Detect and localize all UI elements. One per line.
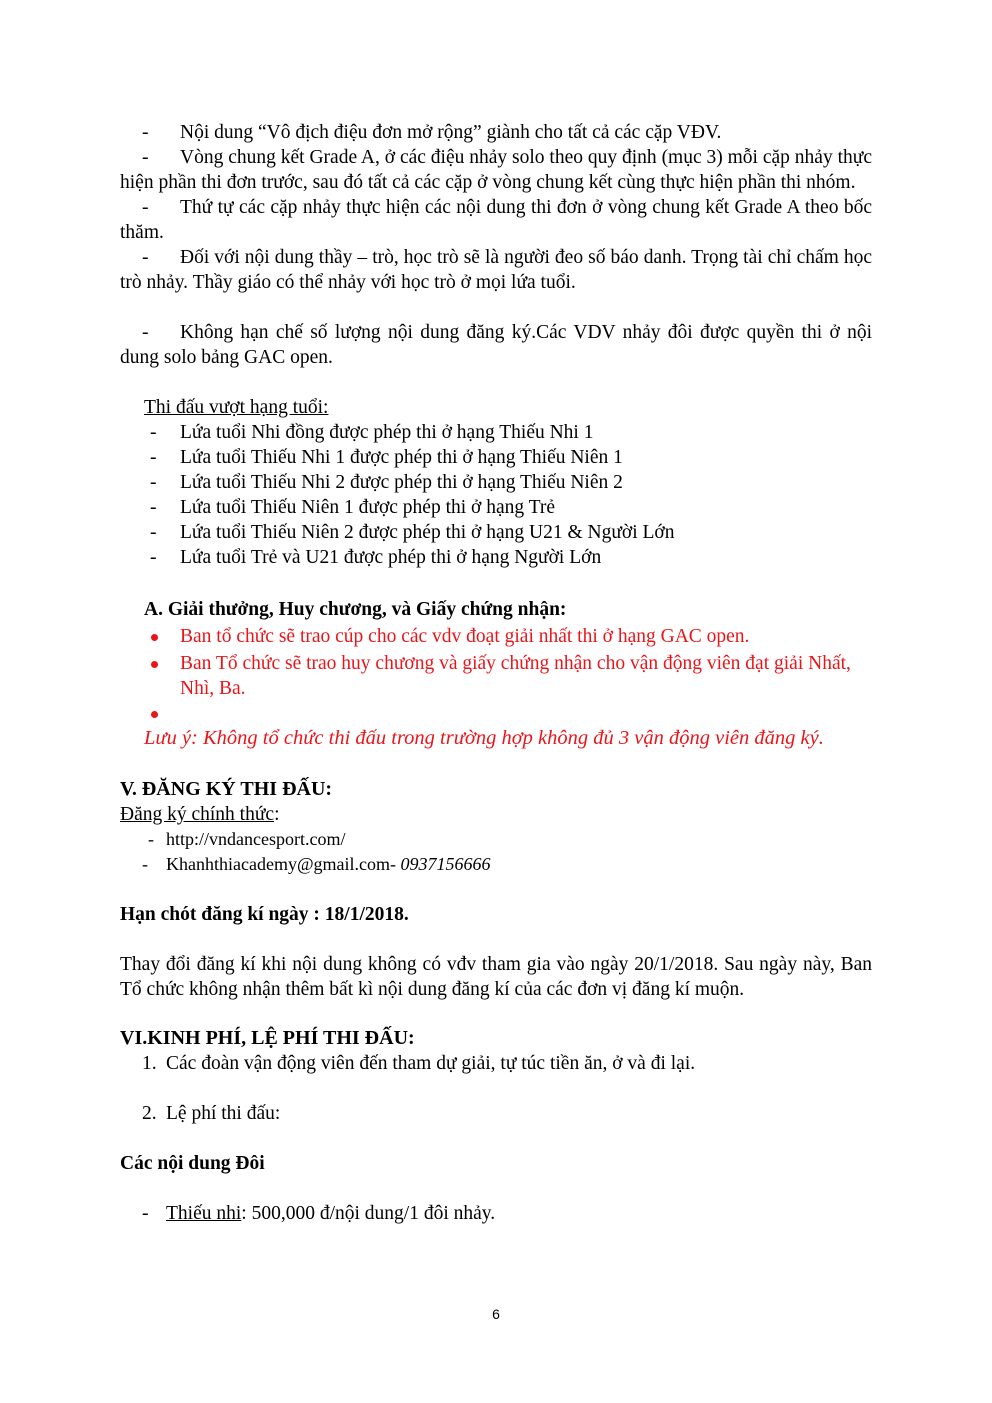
page-number: 6 <box>492 1306 500 1322</box>
intro-item: - Đối với nội dung thầy – trò, học trò sẽ là người đeo số báo danh. Trọng tài chỉ chấm học trò nhảy. Thầy giáo có thể nhảy với học trò ở mọi lứa tuổi. <box>120 247 872 293</box>
document-page <box>120 120 872 1226</box>
fees-heading: VI.KINH PHÍ, LỆ PHÍ THI ĐẤU: <box>120 1027 415 1049</box>
age-item: - Lứa tuổi Thiếu Niên 1 được phép thi ở hạng Trẻ <box>150 497 556 518</box>
awards-title: A. Giải thưởng, Huy chương, và Giấy chứng nhận: <box>144 599 567 620</box>
registration-website: - http://vndancesport.com/ <box>148 829 346 849</box>
registration-heading: V. ĐĂNG KÝ THI ĐẤU: <box>120 778 333 800</box>
bullet-icon <box>120 651 180 701</box>
registration-change-note: Thay đổi đăng kí khi nội dung không có vđv tham gia vào ngày 20/1/2018. Sau ngày này, Ban Tổ chức không nhận thêm bất kì nội dung đăng kí của các đơn vị đăng kí muộn. <box>120 954 872 1000</box>
registration-subtitle: Đăng ký chính thức: <box>120 804 280 825</box>
registration-deadline: Hạn chót đăng kí ngày : 18/1/2018. <box>120 904 409 925</box>
intro-item: - Thứ tự các cặp nhảy thực hiện các nội dung thi đơn ở vòng chung kết Grade A theo bốc thăm. <box>120 197 872 243</box>
registration-email: - Khanhthiacademy@gmail.com- 0937156666 <box>142 854 491 874</box>
award-bullet: Ban tổ chức sẽ trao cúp cho các vdv đoạt giải nhất thi ở hạng GAC open. <box>120 624 872 649</box>
bullet-icon <box>120 701 180 726</box>
fee-item: 1. Các đoàn vận động viên đến tham dự giải, tự túc tiền ăn, ở và đi lại. <box>142 1053 696 1074</box>
bullet-icon <box>120 624 180 649</box>
age-item: - Lứa tuổi Thiếu Niên 2 được phép thi ở hạng U21 & Người Lớn <box>150 522 675 543</box>
intro-item: - Vòng chung kết Grade A, ở các điệu nhảy solo theo quy định (mục 3) mỗi cặp nhảy thực hiện phần thi đơn trước, sau đó tất cả các cặp ở vòng chung kết cùng thực hiện phần thi nhóm. <box>120 147 872 193</box>
pair-heading: Các nội dung Đôi <box>120 1153 265 1174</box>
intro-item: - Nội dung “Vô địch điệu đơn mở rộng” giành cho tất cả các cặp VĐV. <box>142 122 722 143</box>
award-bullet: Ban Tổ chức sẽ trao huy chương và giấy chứng nhận cho vận động viên đạt giải Nhất, Nhì, Ba. <box>120 651 872 701</box>
age-item: - Lứa tuổi Thiếu Nhi 2 được phép thi ở hạng Thiếu Niên 2 <box>150 472 623 493</box>
award-bullet <box>120 701 872 726</box>
age-item: - Lứa tuổi Trẻ và U21 được phép thi ở hạng Người Lớn <box>150 547 602 568</box>
age-section-title: Thi đấu vượt hạng tuổi: <box>144 397 329 418</box>
intro-item: - Không hạn chế số lượng nội dung đăng ký.Các VDV nhảy đôi được quyền thi ở nội dung solo bảng GAC open. <box>120 322 872 368</box>
awards-note: Lưu ý: Không tổ chức thi đấu trong trường hợp không đủ 3 vận động viên đăng ký. <box>144 727 824 749</box>
age-item: - Lứa tuổi Thiếu Nhi 1 được phép thi ở hạng Thiếu Niên 1 <box>150 447 623 468</box>
pair-fee-item: - Thiếu nhi: 500,000 đ/nội dung/1 đôi nhảy. <box>142 1203 496 1224</box>
fee-item: 2. Lệ phí thi đấu: <box>142 1103 281 1124</box>
age-item: - Lứa tuổi Nhi đồng được phép thi ở hạng Thiếu Nhi 1 <box>150 422 594 443</box>
